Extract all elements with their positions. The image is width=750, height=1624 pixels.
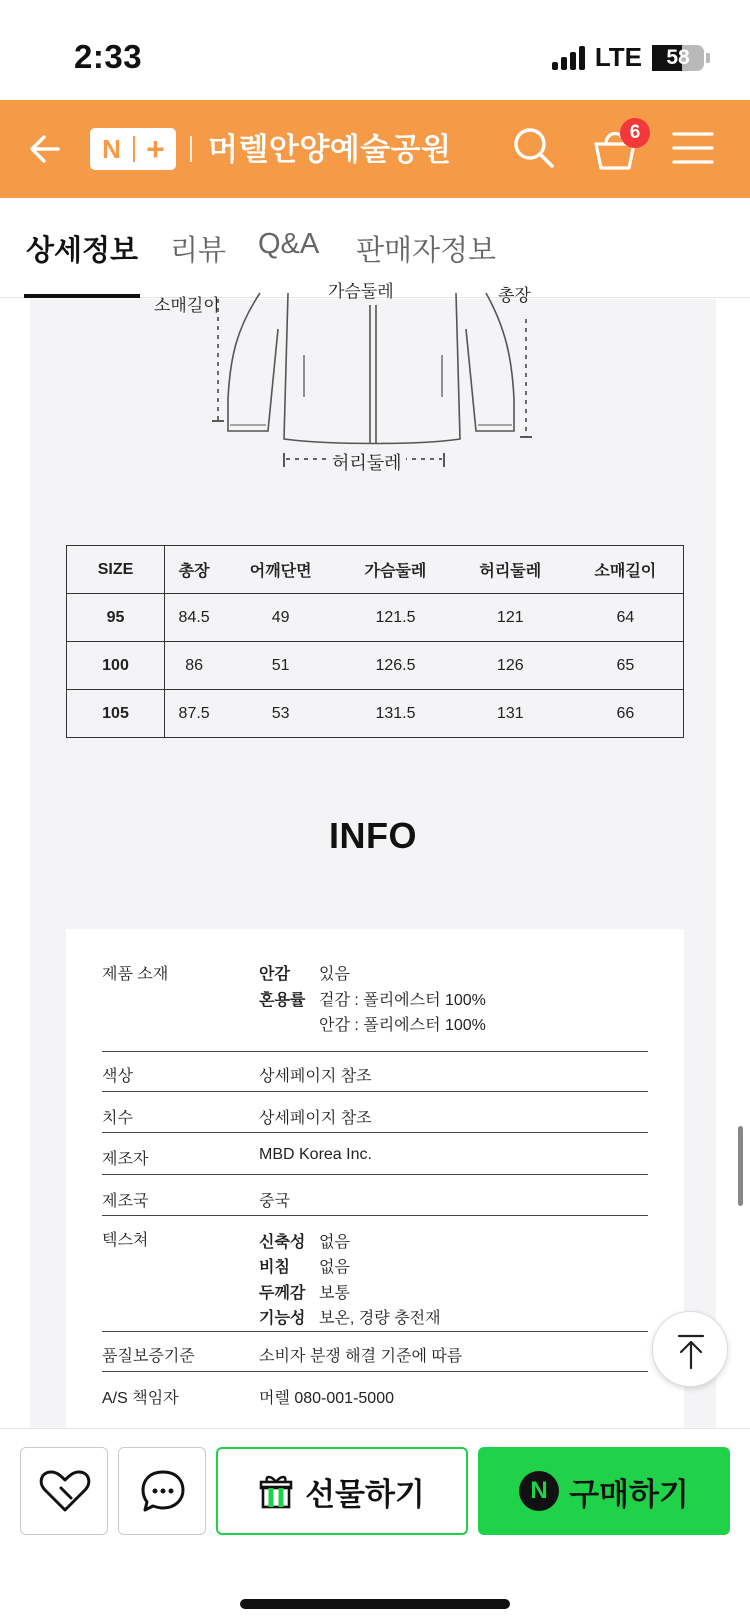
network-type: LTE	[594, 42, 642, 72]
size-cell: 131	[453, 690, 568, 738]
info-value: 보온, 경량 충전재	[319, 1310, 441, 1327]
info-label: 품질보증기준	[102, 1348, 195, 1365]
info-label: 치수	[102, 1110, 133, 1127]
tab-detail-info[interactable]: 상세정보	[26, 235, 139, 267]
info-row-country	[102, 1188, 648, 1218]
status-time: 2:33	[74, 38, 143, 75]
chat-button[interactable]	[118, 1447, 206, 1535]
info-key: 안감	[259, 966, 290, 983]
size-cell: 105	[67, 690, 165, 738]
info-key: 비침	[259, 1259, 290, 1276]
size-header-cell: SIZE	[67, 546, 165, 594]
nplus-logo[interactable]	[90, 128, 176, 170]
tab-seller-info[interactable]: 판매자정보	[356, 235, 497, 267]
info-value: 안감 : 폴리에스터 100%	[319, 1017, 486, 1034]
size-cell: 51	[223, 642, 338, 690]
gift-button[interactable]	[216, 1447, 468, 1535]
app-header	[0, 100, 750, 198]
size-cell: 100	[67, 642, 165, 690]
info-divider	[102, 1174, 648, 1175]
status-bar	[0, 0, 750, 100]
info-value: 머렐 080-001-5000	[259, 1390, 394, 1407]
search-icon[interactable]	[510, 124, 558, 172]
battery-level: 58	[666, 45, 690, 69]
battery-icon	[652, 45, 704, 71]
bottom-action-bar	[0, 1428, 750, 1624]
info-row-color	[102, 1063, 648, 1093]
info-value: 상세페이지 참조	[259, 1068, 372, 1085]
size-cell: 66	[568, 690, 684, 738]
info-value: 상세페이지 참조	[259, 1110, 372, 1127]
product-info-box	[66, 929, 684, 1449]
info-row-texture	[102, 1227, 648, 1337]
size-cell: 53	[223, 690, 338, 738]
diagram-label-chest: 가슴둘레	[328, 282, 394, 301]
size-table-row	[67, 642, 684, 690]
size-cell: 87.5	[165, 690, 224, 738]
info-key: 신축성	[259, 1234, 306, 1251]
arrow-up-icon	[653, 1312, 729, 1388]
battery-tip	[706, 53, 710, 63]
size-header-cell: 허리둘레	[453, 546, 568, 594]
info-row-size	[102, 1105, 648, 1135]
info-value: 중국	[259, 1193, 290, 1210]
info-row-material	[102, 961, 648, 1051]
info-row-warranty	[102, 1343, 648, 1373]
info-title: INFO	[329, 815, 417, 856]
tab-reviews[interactable]: 리뷰	[170, 235, 227, 267]
size-table-row	[67, 690, 684, 738]
info-value: 겉감 : 폴리에스터 100%	[319, 992, 486, 1009]
size-cell: 65	[568, 642, 684, 690]
status-indicators	[552, 42, 710, 73]
info-row-as	[102, 1385, 648, 1415]
page-scrollbar[interactable]	[738, 1126, 743, 1206]
chat-bubble-icon	[119, 1448, 207, 1536]
size-cell: 95	[67, 594, 165, 642]
buy-button[interactable]	[478, 1447, 730, 1535]
info-value: 있음	[319, 966, 350, 983]
naver-pay-icon: N	[519, 1471, 559, 1511]
tab-qna[interactable]: Q&A	[258, 228, 320, 260]
diagram-label-length: 총장	[498, 286, 531, 305]
size-cell: 64	[568, 594, 684, 642]
diagram-label-sleeve: 소매길이	[154, 296, 220, 315]
size-cell: 121.5	[338, 594, 453, 642]
info-divider	[102, 1215, 648, 1216]
menu-icon[interactable]	[672, 130, 714, 166]
size-header-cell: 소매길이	[568, 546, 684, 594]
info-label: A/S 책임자	[102, 1390, 179, 1407]
logo-plus: +	[146, 131, 165, 167]
info-divider	[102, 1132, 648, 1133]
info-label: 제품 소재	[102, 966, 169, 983]
signal-icon	[552, 46, 585, 70]
store-name[interactable]: 머렐안양예술공원	[208, 132, 452, 167]
size-cell: 131.5	[338, 690, 453, 738]
size-cell: 86	[165, 642, 224, 690]
info-key: 혼용률	[259, 992, 306, 1009]
heart-icon	[21, 1448, 109, 1536]
size-table	[66, 545, 684, 738]
info-value: MBD Korea Inc.	[259, 1146, 372, 1163]
info-label: 텍스쳐	[102, 1232, 149, 1249]
wishlist-button[interactable]	[20, 1447, 108, 1535]
info-key: 두께감	[259, 1285, 306, 1302]
info-value: 소비자 분쟁 해결 기준에 따름	[259, 1348, 463, 1365]
info-row-maker	[102, 1146, 648, 1176]
back-arrow-icon[interactable]	[26, 126, 72, 172]
size-header-cell: 총장	[165, 546, 224, 594]
logo-n: N	[102, 133, 121, 164]
size-cell: 126.5	[338, 642, 453, 690]
info-divider	[102, 1051, 648, 1052]
info-label: 제조국	[102, 1193, 149, 1210]
store-divider	[190, 136, 192, 162]
size-table-row	[67, 594, 684, 642]
info-value: 없음	[319, 1259, 350, 1276]
buy-label: 구매하기	[569, 1476, 689, 1512]
info-key: 기능성	[259, 1310, 306, 1327]
cart-count-badge: 6	[620, 118, 650, 148]
gift-icon	[259, 1473, 293, 1509]
info-divider	[102, 1091, 648, 1092]
info-label: 제조자	[102, 1151, 149, 1168]
size-cell: 121	[453, 594, 568, 642]
info-divider	[102, 1331, 648, 1332]
diagram-label-waist: 허리둘레	[328, 449, 406, 475]
size-header-cell: 어깨단면	[223, 546, 338, 594]
product-detail-content	[30, 282, 716, 1429]
scroll-to-top-button[interactable]	[652, 1311, 728, 1387]
size-table-header-row	[67, 546, 684, 594]
size-cell: 49	[223, 594, 338, 642]
info-label: 색상	[102, 1068, 133, 1085]
home-indicator[interactable]	[240, 1599, 510, 1609]
info-divider	[102, 1371, 648, 1372]
info-value: 보통	[319, 1285, 350, 1302]
size-cell: 126	[453, 642, 568, 690]
gift-label: 선물하기	[305, 1476, 425, 1512]
info-value: 없음	[319, 1234, 350, 1251]
size-header-cell: 가슴둘레	[338, 546, 453, 594]
size-cell: 84.5	[165, 594, 224, 642]
active-tab-indicator	[24, 294, 140, 298]
